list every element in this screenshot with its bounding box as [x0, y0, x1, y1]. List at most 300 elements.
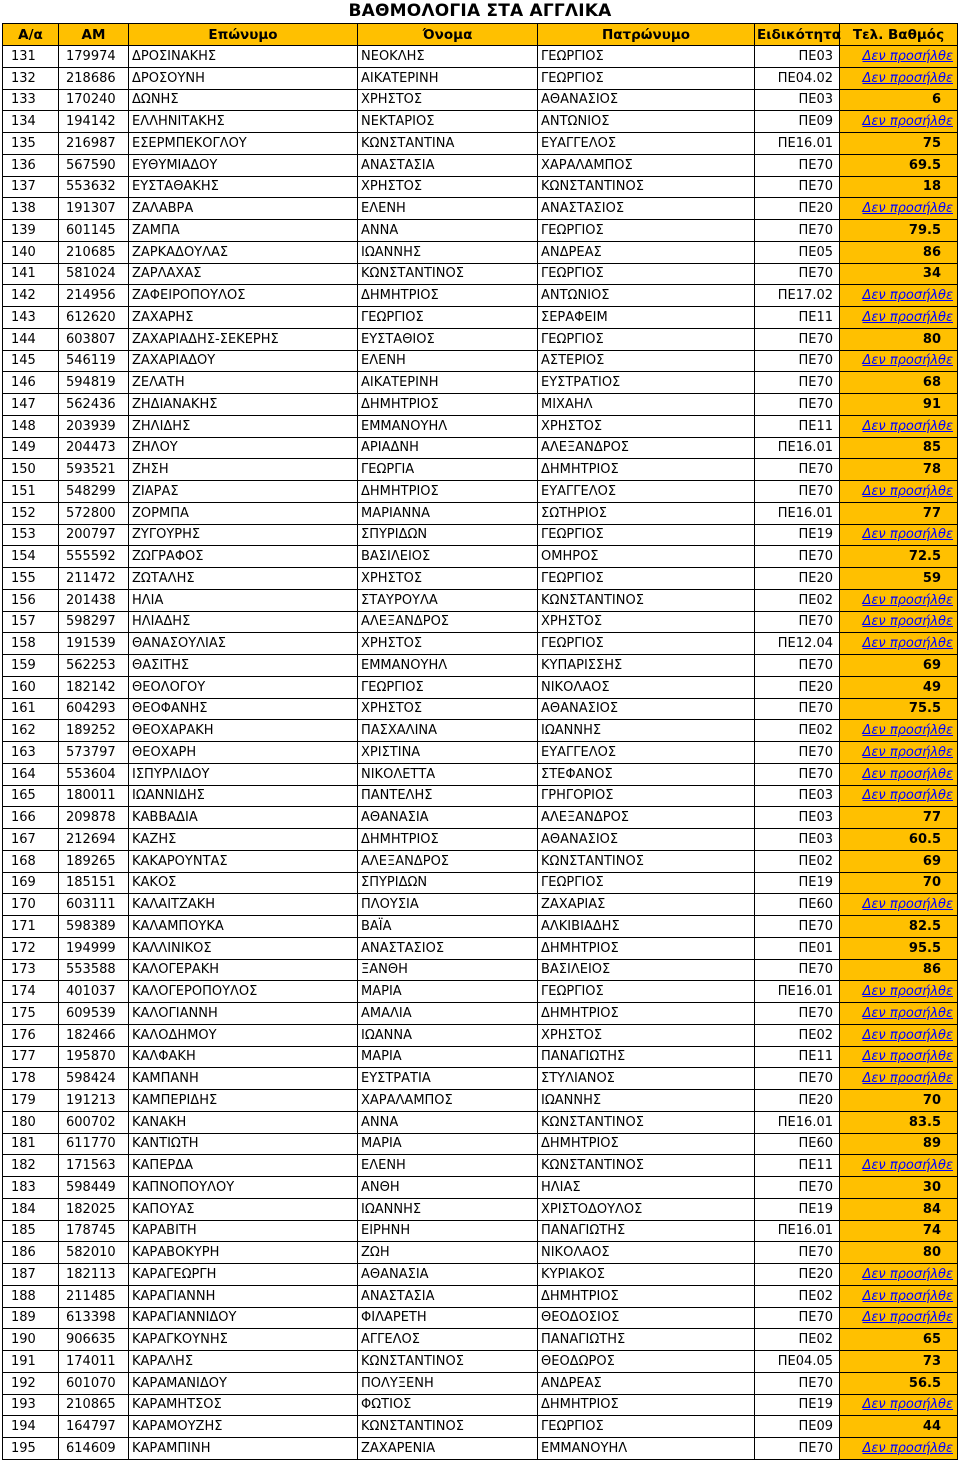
table-row — [3, 850, 958, 872]
final-grade-cell: 44 — [840, 1416, 958, 1438]
final-grade-cell: 18 — [840, 176, 958, 198]
final-grade-cell: 80 — [840, 1242, 958, 1264]
surname-cell: ΘΕΟΦΑΝΗΣ — [129, 698, 358, 720]
first-name-cell: ΜΑΡΙΑ — [358, 981, 538, 1003]
row-number-cell: 180 — [3, 1111, 59, 1133]
row-number-cell: 192 — [3, 1372, 59, 1394]
final-grade-cell: Δεν προσήλθε — [840, 415, 958, 437]
registry-number-cell: 553604 — [59, 763, 129, 785]
registry-number-cell: 182025 — [59, 1198, 129, 1220]
registry-number-cell: 593521 — [59, 459, 129, 481]
row-number-cell: 160 — [3, 676, 59, 698]
father-name-cell: ΑΘΑΝΑΣΙΟΣ — [538, 698, 755, 720]
specialty-cell: ΠΕ11 — [755, 415, 840, 437]
father-name-cell: ΠΑΝΑΓΙΩΤΗΣ — [538, 1046, 755, 1068]
col-header-specialty: Ειδικότητα — [755, 24, 840, 46]
table-row — [3, 785, 958, 807]
registry-number-cell: 174011 — [59, 1351, 129, 1373]
table-row — [3, 1329, 958, 1351]
first-name-cell: ΖΑΧΑΡΕΝΙΑ — [358, 1438, 538, 1460]
first-name-cell: ΦΙΛΑΡΕΤΗ — [358, 1307, 538, 1329]
surname-cell: ΚΑΚΟΣ — [129, 872, 358, 894]
father-name-cell: ΘΕΟΔΩΡΟΣ — [538, 1351, 755, 1373]
first-name-cell: ΧΡΗΣΤΟΣ — [358, 633, 538, 655]
registry-number-cell: 906635 — [59, 1329, 129, 1351]
row-number-cell: 162 — [3, 720, 59, 742]
registry-number-cell: 609539 — [59, 1003, 129, 1025]
table-row — [3, 67, 958, 89]
table-row — [3, 1177, 958, 1199]
registry-number-cell: 182113 — [59, 1264, 129, 1286]
row-number-cell: 190 — [3, 1329, 59, 1351]
first-name-cell: ΑΡΙΑΔΝΗ — [358, 437, 538, 459]
specialty-cell: ΠΕ20 — [755, 676, 840, 698]
table-row — [3, 611, 958, 633]
first-name-cell: ΧΡΗΣΤΟΣ — [358, 89, 538, 111]
table-row — [3, 241, 958, 263]
final-grade-cell: 75 — [840, 133, 958, 155]
specialty-cell: ΠΕ12.04 — [755, 633, 840, 655]
first-name-cell: ΚΩΝΣΤΑΝΤΙΝΟΣ — [358, 1351, 538, 1373]
specialty-cell: ΠΕ70 — [755, 546, 840, 568]
first-name-cell: ΠΑΝΤΕΛΗΣ — [358, 785, 538, 807]
surname-cell: ΖΗΛΟΥ — [129, 437, 358, 459]
final-grade-cell: Δεν προσήλθε — [840, 1438, 958, 1460]
specialty-cell: ΠΕ70 — [755, 176, 840, 198]
final-grade-cell: Δεν προσήλθε — [840, 1003, 958, 1025]
surname-cell: ΖΑΦΕΙΡΟΠΟΥΛΟΣ — [129, 285, 358, 307]
final-grade-cell: 85 — [840, 437, 958, 459]
surname-cell: ΖΙΑΡΑΣ — [129, 481, 358, 503]
row-number-cell: 195 — [3, 1438, 59, 1460]
row-number-cell: 179 — [3, 1090, 59, 1112]
final-grade-cell: Δεν προσήλθε — [840, 1264, 958, 1286]
row-number-cell: 141 — [3, 263, 59, 285]
first-name-cell: ΕΛΕΝΗ — [358, 198, 538, 220]
registry-number-cell: 401037 — [59, 981, 129, 1003]
registry-number-cell: 594819 — [59, 372, 129, 394]
specialty-cell: ΠΕ09 — [755, 1416, 840, 1438]
first-name-cell: ΞΑΝΘΗ — [358, 959, 538, 981]
row-number-cell: 147 — [3, 394, 59, 416]
row-number-cell: 181 — [3, 1133, 59, 1155]
final-grade-cell: Δεν προσήλθε — [840, 785, 958, 807]
father-name-cell: ΧΡΗΣΤΟΣ — [538, 611, 755, 633]
table-row — [3, 1155, 958, 1177]
registry-number-cell: 210685 — [59, 241, 129, 263]
surname-cell: ΖΑΡΛΑΧΑΣ — [129, 263, 358, 285]
first-name-cell: ΑΝΑΣΤΑΣΙΟΣ — [358, 937, 538, 959]
table-row — [3, 415, 958, 437]
final-grade-cell: Δεν προσήλθε — [840, 111, 958, 133]
final-grade-cell: 91 — [840, 394, 958, 416]
surname-cell: ΔΩΝΗΣ — [129, 89, 358, 111]
registry-number-cell: 191213 — [59, 1090, 129, 1112]
first-name-cell: ΔΗΜΗΤΡΙΟΣ — [358, 829, 538, 851]
registry-number-cell: 209878 — [59, 807, 129, 829]
first-name-cell: ΕΛΕΝΗ — [358, 1155, 538, 1177]
father-name-cell: ΔΗΜΗΤΡΙΟΣ — [538, 459, 755, 481]
surname-cell: ΚΑΡΑΒΙΤΗ — [129, 1220, 358, 1242]
table-row — [3, 502, 958, 524]
final-grade-cell: 34 — [840, 263, 958, 285]
father-name-cell: ΙΩΑΝΝΗΣ — [538, 720, 755, 742]
first-name-cell: ΑΝΝΑ — [358, 1111, 538, 1133]
final-grade-cell: 30 — [840, 1177, 958, 1199]
registry-number-cell: 581024 — [59, 263, 129, 285]
table-row — [3, 1351, 958, 1373]
row-number-cell: 172 — [3, 937, 59, 959]
specialty-cell: ΠΕ70 — [755, 220, 840, 242]
father-name-cell: ΕΥΣΤΡΑΤΙΟΣ — [538, 372, 755, 394]
table-row — [3, 46, 958, 68]
specialty-cell: ΠΕ04.05 — [755, 1351, 840, 1373]
registry-number-cell: 201438 — [59, 589, 129, 611]
first-name-cell: ΝΕΚΤΑΡΙΟΣ — [358, 111, 538, 133]
final-grade-cell: 65 — [840, 1329, 958, 1351]
first-name-cell: ΝΙΚΟΛΕΤΤΑ — [358, 763, 538, 785]
registry-number-cell: 613398 — [59, 1307, 129, 1329]
first-name-cell: ΕΜΜΑΝΟΥΗΛ — [358, 415, 538, 437]
table-row — [3, 981, 958, 1003]
final-grade-cell: Δεν προσήλθε — [840, 742, 958, 764]
table-row — [3, 1046, 958, 1068]
surname-cell: ΚΑΛΦΑΚΗ — [129, 1046, 358, 1068]
surname-cell: ΖΗΣΗ — [129, 459, 358, 481]
row-number-cell: 133 — [3, 89, 59, 111]
registry-number-cell: 573797 — [59, 742, 129, 764]
specialty-cell: ΠΕ20 — [755, 568, 840, 590]
col-header-father: Πατρώνυμο — [538, 24, 755, 46]
final-grade-cell: 80 — [840, 328, 958, 350]
specialty-cell: ΠΕ70 — [755, 959, 840, 981]
specialty-cell: ΠΕ70 — [755, 481, 840, 503]
final-grade-cell: Δεν προσήλθε — [840, 1285, 958, 1307]
surname-cell: ΚΑΡΑΜΠΙΝΗ — [129, 1438, 358, 1460]
surname-cell: ΚΑΡΑΓΕΩΡΓΗ — [129, 1264, 358, 1286]
row-number-cell: 149 — [3, 437, 59, 459]
registry-number-cell: 203939 — [59, 415, 129, 437]
final-grade-cell: 79.5 — [840, 220, 958, 242]
final-grade-cell: Δεν προσήλθε — [840, 1046, 958, 1068]
specialty-cell: ΠΕ70 — [755, 1438, 840, 1460]
table-row — [3, 1024, 958, 1046]
surname-cell: ΚΑΡΑΜΗΤΣΟΣ — [129, 1394, 358, 1416]
surname-cell: ΚΑΡΑΜΟΥΖΗΣ — [129, 1416, 358, 1438]
table-row — [3, 1090, 958, 1112]
specialty-cell: ΠΕ70 — [755, 1242, 840, 1264]
father-name-cell: ΣΤΥΛΙΑΝΟΣ — [538, 1068, 755, 1090]
specialty-cell: ΠΕ70 — [755, 1372, 840, 1394]
registry-number-cell: 185151 — [59, 872, 129, 894]
surname-cell: ΖΟΡΜΠΑ — [129, 502, 358, 524]
final-grade-cell: 77 — [840, 807, 958, 829]
registry-number-cell: 601145 — [59, 220, 129, 242]
table-row — [3, 154, 958, 176]
father-name-cell: ΓΕΩΡΓΙΟΣ — [538, 872, 755, 894]
father-name-cell: ΟΜΗΡΟΣ — [538, 546, 755, 568]
final-grade-cell: 70 — [840, 1090, 958, 1112]
final-grade-cell: 6 — [840, 89, 958, 111]
table-row — [3, 350, 958, 372]
surname-cell: ΚΑΠΟΥΑΣ — [129, 1198, 358, 1220]
first-name-cell: ΕΜΜΑΝΟΥΗΛ — [358, 655, 538, 677]
first-name-cell: ΕΛΕΝΗ — [358, 350, 538, 372]
first-name-cell: ΚΩΝΣΤΑΝΤΙΝΑ — [358, 133, 538, 155]
specialty-cell: ΠΕ60 — [755, 894, 840, 916]
first-name-cell: ΑΛΕΞΑΝΔΡΟΣ — [358, 611, 538, 633]
registry-number-cell: 214956 — [59, 285, 129, 307]
final-grade-cell: 69.5 — [840, 154, 958, 176]
father-name-cell: ΘΕΟΔΟΣΙΟΣ — [538, 1307, 755, 1329]
first-name-cell: ΑΝΝΑ — [358, 220, 538, 242]
specialty-cell: ΠΕ70 — [755, 372, 840, 394]
father-name-cell: ΚΩΝΣΤΑΝΤΙΝΟΣ — [538, 850, 755, 872]
father-name-cell: ΓΕΩΡΓΙΟΣ — [538, 981, 755, 1003]
col-header-name: Όνομα — [358, 24, 538, 46]
father-name-cell: ΝΙΚΟΛΑΟΣ — [538, 1242, 755, 1264]
col-header-surname: Επώνυμο — [129, 24, 358, 46]
table-row — [3, 916, 958, 938]
final-grade-cell: 78 — [840, 459, 958, 481]
final-grade-cell: 84 — [840, 1198, 958, 1220]
surname-cell: ΚΑΛΟΓΕΡΟΠΟΥΛΟΣ — [129, 981, 358, 1003]
col-header-am: ΑΜ — [59, 24, 129, 46]
table-row — [3, 763, 958, 785]
first-name-cell: ΑΙΚΑΤΕΡΙΝΗ — [358, 67, 538, 89]
table-row — [3, 394, 958, 416]
final-grade-cell: 69 — [840, 655, 958, 677]
surname-cell: ΚΑΡΑΓΚΟΥΝΗΣ — [129, 1329, 358, 1351]
surname-cell: ΘΑΝΑΣΟΥΛΙΑΣ — [129, 633, 358, 655]
row-number-cell: 148 — [3, 415, 59, 437]
father-name-cell: ΚΩΝΣΤΑΝΤΙΝΟΣ — [538, 1155, 755, 1177]
table-row — [3, 198, 958, 220]
surname-cell: ΖΗΛΙΔΗΣ — [129, 415, 358, 437]
table-row — [3, 263, 958, 285]
final-grade-cell: 83.5 — [840, 1111, 958, 1133]
father-name-cell: ΑΝΤΩΝΙΟΣ — [538, 111, 755, 133]
surname-cell: ΚΑΡΑΜΑΝΙΔΟΥ — [129, 1372, 358, 1394]
father-name-cell: ΧΡΗΣΤΟΣ — [538, 1024, 755, 1046]
father-name-cell: ΒΑΣΙΛΕΙΟΣ — [538, 959, 755, 981]
surname-cell: ΖΑΜΠΑ — [129, 220, 358, 242]
surname-cell: ΚΑΡΑΒΟΚΥΡΗ — [129, 1242, 358, 1264]
surname-cell: ΕΣΕΡΜΠΕΚΟΓΛΟΥ — [129, 133, 358, 155]
first-name-cell: ΕΥΣΤΡΑΤΙΑ — [358, 1068, 538, 1090]
father-name-cell: ΕΜΜΑΝΟΥΗΛ — [538, 1438, 755, 1460]
table-row — [3, 176, 958, 198]
table-row — [3, 133, 958, 155]
row-number-cell: 169 — [3, 872, 59, 894]
father-name-cell: ΜΙΧΑΗΛ — [538, 394, 755, 416]
father-name-cell: ΔΗΜΗΤΡΙΟΣ — [538, 937, 755, 959]
table-row — [3, 742, 958, 764]
table-row — [3, 1242, 958, 1264]
row-number-cell: 150 — [3, 459, 59, 481]
father-name-cell: ΓΕΩΡΓΙΟΣ — [538, 220, 755, 242]
row-number-cell: 193 — [3, 1394, 59, 1416]
row-number-cell: 167 — [3, 829, 59, 851]
table-row — [3, 937, 958, 959]
first-name-cell: ΠΟΛΥΞΕΝΗ — [358, 1372, 538, 1394]
specialty-cell: ΠΕ70 — [755, 763, 840, 785]
table-row — [3, 568, 958, 590]
row-number-cell: 151 — [3, 481, 59, 503]
surname-cell: ΘΑΣΙΤΗΣ — [129, 655, 358, 677]
table-row — [3, 829, 958, 851]
final-grade-cell: 86 — [840, 241, 958, 263]
row-number-cell: 139 — [3, 220, 59, 242]
surname-cell: ΖΗΔΙΑΝΑΚΗΣ — [129, 394, 358, 416]
row-number-cell: 140 — [3, 241, 59, 263]
surname-cell: ΘΕΟΧΑΡΑΚΗ — [129, 720, 358, 742]
specialty-cell: ΠΕ70 — [755, 394, 840, 416]
table-row — [3, 328, 958, 350]
first-name-cell: ΑΓΓΕΛΟΣ — [358, 1329, 538, 1351]
first-name-cell: ΑΝΑΣΤΑΣΙΑ — [358, 154, 538, 176]
surname-cell: ΚΑΛΟΓΙΑΝΝΗ — [129, 1003, 358, 1025]
first-name-cell: ΧΑΡΑΛΑΜΠΟΣ — [358, 1090, 538, 1112]
registry-number-cell: 614609 — [59, 1438, 129, 1460]
table-row — [3, 220, 958, 242]
final-grade-cell: Δεν προσήλθε — [840, 481, 958, 503]
first-name-cell: ΒΑΪΑ — [358, 916, 538, 938]
first-name-cell: ΠΛΟΥΣΙΑ — [358, 894, 538, 916]
registry-number-cell: 546119 — [59, 350, 129, 372]
first-name-cell: ΓΕΩΡΓΙΑ — [358, 459, 538, 481]
row-number-cell: 153 — [3, 524, 59, 546]
final-grade-cell: 74 — [840, 1220, 958, 1242]
specialty-cell: ΠΕ16.01 — [755, 502, 840, 524]
registry-number-cell: 601070 — [59, 1372, 129, 1394]
first-name-cell: ΚΩΝΣΤΑΝΤΙΝΟΣ — [358, 1416, 538, 1438]
registry-number-cell: 598449 — [59, 1177, 129, 1199]
surname-cell: ΚΑΚΑΡΟΥΝΤΑΣ — [129, 850, 358, 872]
first-name-cell: ΕΙΡΗΝΗ — [358, 1220, 538, 1242]
row-number-cell: 161 — [3, 698, 59, 720]
final-grade-cell: 73 — [840, 1351, 958, 1373]
table-row — [3, 589, 958, 611]
final-grade-cell: 72.5 — [840, 546, 958, 568]
registry-number-cell: 164797 — [59, 1416, 129, 1438]
row-number-cell: 187 — [3, 1264, 59, 1286]
row-number-cell: 131 — [3, 46, 59, 68]
row-number-cell: 186 — [3, 1242, 59, 1264]
father-name-cell: ΕΥΑΓΓΕΛΟΣ — [538, 742, 755, 764]
final-grade-cell: Δεν προσήλθε — [840, 763, 958, 785]
surname-cell: ΖΥΓΟΥΡΗΣ — [129, 524, 358, 546]
father-name-cell: ΚΥΠΑΡΙΣΣΗΣ — [538, 655, 755, 677]
surname-cell: ΕΛΛΗΝΙΤΑΚΗΣ — [129, 111, 358, 133]
row-number-cell: 143 — [3, 307, 59, 329]
final-grade-cell: 59 — [840, 568, 958, 590]
final-grade-cell: Δεν προσήλθε — [840, 198, 958, 220]
specialty-cell: ΠΕ04.02 — [755, 67, 840, 89]
row-number-cell: 137 — [3, 176, 59, 198]
father-name-cell: ΑΝΑΣΤΑΣΙΟΣ — [538, 198, 755, 220]
specialty-cell: ΠΕ70 — [755, 655, 840, 677]
specialty-cell: ΠΕ19 — [755, 524, 840, 546]
table-row — [3, 1307, 958, 1329]
first-name-cell: ΧΡΙΣΤΙΝΑ — [358, 742, 538, 764]
table-row — [3, 524, 958, 546]
final-grade-cell: 49 — [840, 676, 958, 698]
final-grade-cell: Δεν προσήλθε — [840, 589, 958, 611]
registry-number-cell: 200797 — [59, 524, 129, 546]
surname-cell: ΚΑΠΕΡΔΑ — [129, 1155, 358, 1177]
table-row — [3, 1003, 958, 1025]
specialty-cell: ΠΕ16.01 — [755, 981, 840, 1003]
final-grade-cell: Δεν προσήλθε — [840, 611, 958, 633]
first-name-cell: ΑΝΘΗ — [358, 1177, 538, 1199]
surname-cell: ΘΕΟΧΑΡΗ — [129, 742, 358, 764]
table-row — [3, 437, 958, 459]
table-row — [3, 676, 958, 698]
first-name-cell: ΔΗΜΗΤΡΙΟΣ — [358, 285, 538, 307]
father-name-cell: ΓΕΩΡΓΙΟΣ — [538, 46, 755, 68]
row-number-cell: 177 — [3, 1046, 59, 1068]
row-number-cell: 183 — [3, 1177, 59, 1199]
surname-cell: ΖΑΧΑΡΙΑΔΟΥ — [129, 350, 358, 372]
final-grade-cell: Δεν προσήλθε — [840, 285, 958, 307]
grades-table-body — [3, 46, 958, 1460]
table-row — [3, 1372, 958, 1394]
row-number-cell: 152 — [3, 502, 59, 524]
row-number-cell: 168 — [3, 850, 59, 872]
surname-cell: ΚΑΖΗΣ — [129, 829, 358, 851]
surname-cell: ΕΥΣΤΑΘΑΚΗΣ — [129, 176, 358, 198]
father-name-cell: ΚΩΝΣΤΑΝΤΙΝΟΣ — [538, 589, 755, 611]
surname-cell: ΖΑΧΑΡΗΣ — [129, 307, 358, 329]
final-grade-cell: 95.5 — [840, 937, 958, 959]
first-name-cell: ΔΗΜΗΤΡΙΟΣ — [358, 481, 538, 503]
first-name-cell: ΑΛΕΞΑΝΔΡΟΣ — [358, 850, 538, 872]
final-grade-cell: Δεν προσήλθε — [840, 633, 958, 655]
specialty-cell: ΠΕ16.01 — [755, 1111, 840, 1133]
registry-number-cell: 189265 — [59, 850, 129, 872]
father-name-cell: ΑΛΕΞΑΝΔΡΟΣ — [538, 807, 755, 829]
row-number-cell: 176 — [3, 1024, 59, 1046]
father-name-cell: ΑΝΔΡΕΑΣ — [538, 241, 755, 263]
specialty-cell: ΠΕ03 — [755, 785, 840, 807]
row-number-cell: 191 — [3, 1351, 59, 1373]
row-number-cell: 165 — [3, 785, 59, 807]
father-name-cell: ΧΡΙΣΤΟΔΟΥΛΟΣ — [538, 1198, 755, 1220]
surname-cell: ΚΑΛΟΓΕΡΑΚΗ — [129, 959, 358, 981]
registry-number-cell: 572800 — [59, 502, 129, 524]
father-name-cell: ΕΥΑΓΓΕΛΟΣ — [538, 133, 755, 155]
father-name-cell: ΣΤΕΦΑΝΟΣ — [538, 763, 755, 785]
registry-number-cell: 603807 — [59, 328, 129, 350]
specialty-cell: ΠΕ03 — [755, 807, 840, 829]
first-name-cell: ΧΡΗΣΤΟΣ — [358, 176, 538, 198]
first-name-cell: ΒΑΣΙΛΕΙΟΣ — [358, 546, 538, 568]
final-grade-cell: Δεν προσήλθε — [840, 524, 958, 546]
final-grade-cell: Δεν προσήλθε — [840, 1394, 958, 1416]
specialty-cell: ΠΕ70 — [755, 1177, 840, 1199]
specialty-cell: ΠΕ03 — [755, 829, 840, 851]
specialty-cell: ΠΕ02 — [755, 589, 840, 611]
first-name-cell: ΚΩΝΣΤΑΝΤΙΝΟΣ — [358, 263, 538, 285]
table-row — [3, 1285, 958, 1307]
registry-number-cell: 553588 — [59, 959, 129, 981]
first-name-cell: ΠΑΣΧΑΛΙΝΑ — [358, 720, 538, 742]
specialty-cell: ΠΕ70 — [755, 154, 840, 176]
registry-number-cell: 567590 — [59, 154, 129, 176]
table-row — [3, 1220, 958, 1242]
specialty-cell: ΠΕ19 — [755, 872, 840, 894]
